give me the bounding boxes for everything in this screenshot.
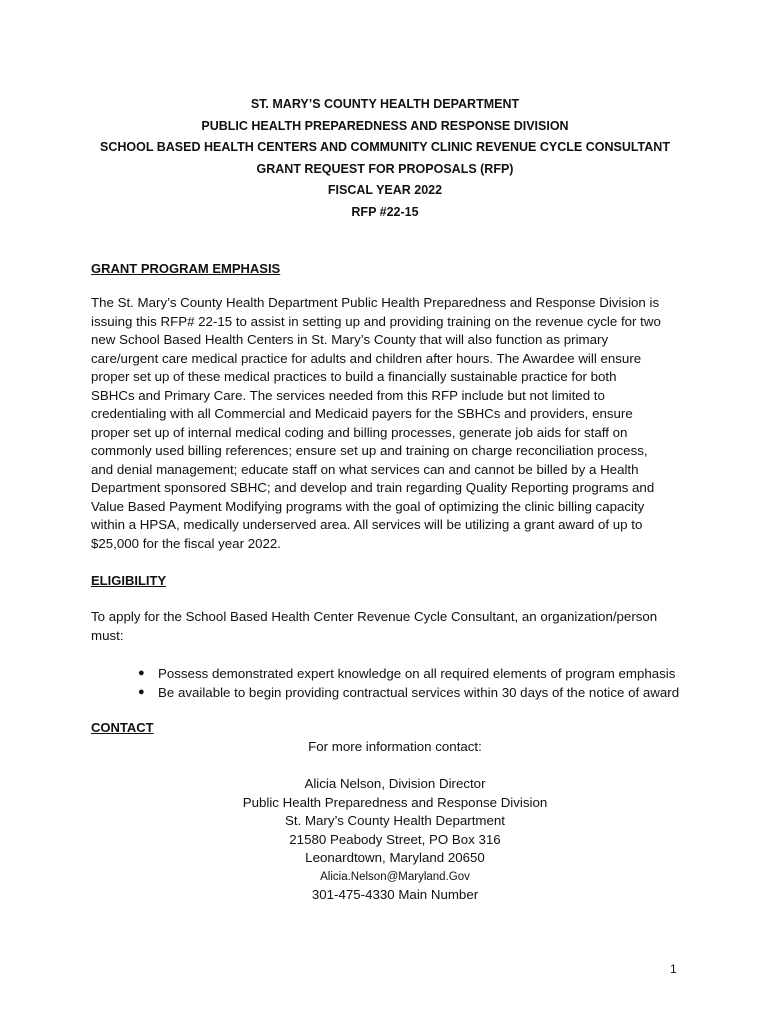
paragraph-line: must: bbox=[91, 627, 124, 643]
contact-email: Alicia.Nelson@Maryland.Gov bbox=[320, 870, 470, 883]
paragraph-line: within a HPSA, medically underserved area. All services will be utilizing a grant award of up to bbox=[91, 517, 643, 532]
list-item bbox=[91, 683, 731, 702]
paragraph-line: and denial management; educate staff on what services can and cannot be billed by a Health bbox=[91, 461, 639, 477]
header-line-rfp-type: GRANT REQUEST FOR PROPOSALS (RFP) bbox=[256, 161, 514, 176]
paragraph-line: To apply for the School Based Health Center Revenue Cycle Consultant, an organization/person bbox=[91, 609, 658, 624]
page-number: 1 bbox=[670, 962, 677, 976]
bullet-icon: ● bbox=[138, 686, 145, 698]
bullet-icon: ● bbox=[138, 667, 145, 679]
paragraph-line: issuing this RFP# 22-15 to assist in setting up and providing training on the revenue cycle for two bbox=[91, 313, 661, 329]
header-line-fiscal-year: FISCAL YEAR 2022 bbox=[327, 183, 443, 197]
emphasis-paragraph bbox=[91, 294, 691, 553]
header-line-program: SCHOOL BASED HEALTH CENTERS AND COMMUNITY CLINIC REVENUE CYCLE CONSULTANT bbox=[100, 140, 670, 154]
contact-division: Public Health Preparedness and Response Division bbox=[242, 794, 548, 810]
list-item-text: Possess demonstrated expert knowledge on all required elements of program emphasis bbox=[158, 666, 676, 681]
header-line-department: ST. MARY’S COUNTY HEALTH DEPARTMENT bbox=[250, 97, 520, 111]
list-item-text: Be available to begin providing contractual services within 30 days of the notice of award bbox=[158, 685, 680, 700]
eligibility-heading: ELIGIBILITY bbox=[91, 573, 167, 588]
paragraph-line: commonly used billing references; ensure set up and training on charge reconciliation process, bbox=[91, 443, 648, 458]
header-line-division: PUBLIC HEALTH PREPAREDNESS AND RESPONSE DIVISION bbox=[201, 118, 569, 133]
document-header bbox=[60, 94, 710, 223]
contact-department: St. Mary’s County Health Department bbox=[285, 813, 505, 828]
eligibility-intro bbox=[91, 608, 691, 645]
header-line-rfp-number: RFP #22-15 bbox=[351, 204, 419, 219]
paragraph-line: Department sponsored SBHC; and develop and train regarding Quality Reporting programs and bbox=[91, 480, 655, 495]
paragraph-line: The St. Mary’s County Health Department Public Health Preparedness and Response Division is bbox=[91, 295, 660, 310]
contact-block bbox=[160, 738, 630, 905]
list-item bbox=[91, 664, 731, 683]
paragraph-line: $25,000 for the fiscal year 2022. bbox=[91, 535, 281, 551]
spacer bbox=[160, 757, 630, 776]
contact-city: Leonardtown, Maryland 20650 bbox=[305, 850, 485, 865]
contact-name: Alicia Nelson, Division Director bbox=[304, 776, 486, 791]
paragraph-line: credentialing with all Commercial and Medicaid payers for the SBHCs and providers, ensure bbox=[91, 406, 633, 421]
emphasis-heading: GRANT PROGRAM EMPHASIS bbox=[91, 261, 281, 276]
contact-phone: 301-475-4330 Main Number bbox=[311, 887, 479, 902]
paragraph-line: care/urgent care medical practice for adults and children after hours. The Awardee will ensure bbox=[91, 350, 642, 366]
eligibility-list bbox=[91, 664, 731, 702]
paragraph-line: new School Based Health Centers in St. Mary’s County that will also function as primary bbox=[91, 332, 609, 347]
paragraph-line: proper set up of these medical practices to build a financially sustainable practice for both bbox=[91, 369, 617, 384]
contact-intro: For more information contact: bbox=[308, 739, 482, 754]
paragraph-line: SBHCs and Primary Care. The services needed from this RFP include but not limited to bbox=[91, 387, 605, 403]
contact-street: 21580 Peabody Street, PO Box 316 bbox=[289, 831, 501, 847]
paragraph-line: Value Based Payment Modifying programs with the goal of optimizing the clinic billing capacity bbox=[91, 498, 645, 514]
contact-heading: CONTACT bbox=[91, 720, 154, 735]
paragraph-line: proper set up of internal medical coding and billing processes, generate job aids for staff on bbox=[91, 424, 628, 440]
